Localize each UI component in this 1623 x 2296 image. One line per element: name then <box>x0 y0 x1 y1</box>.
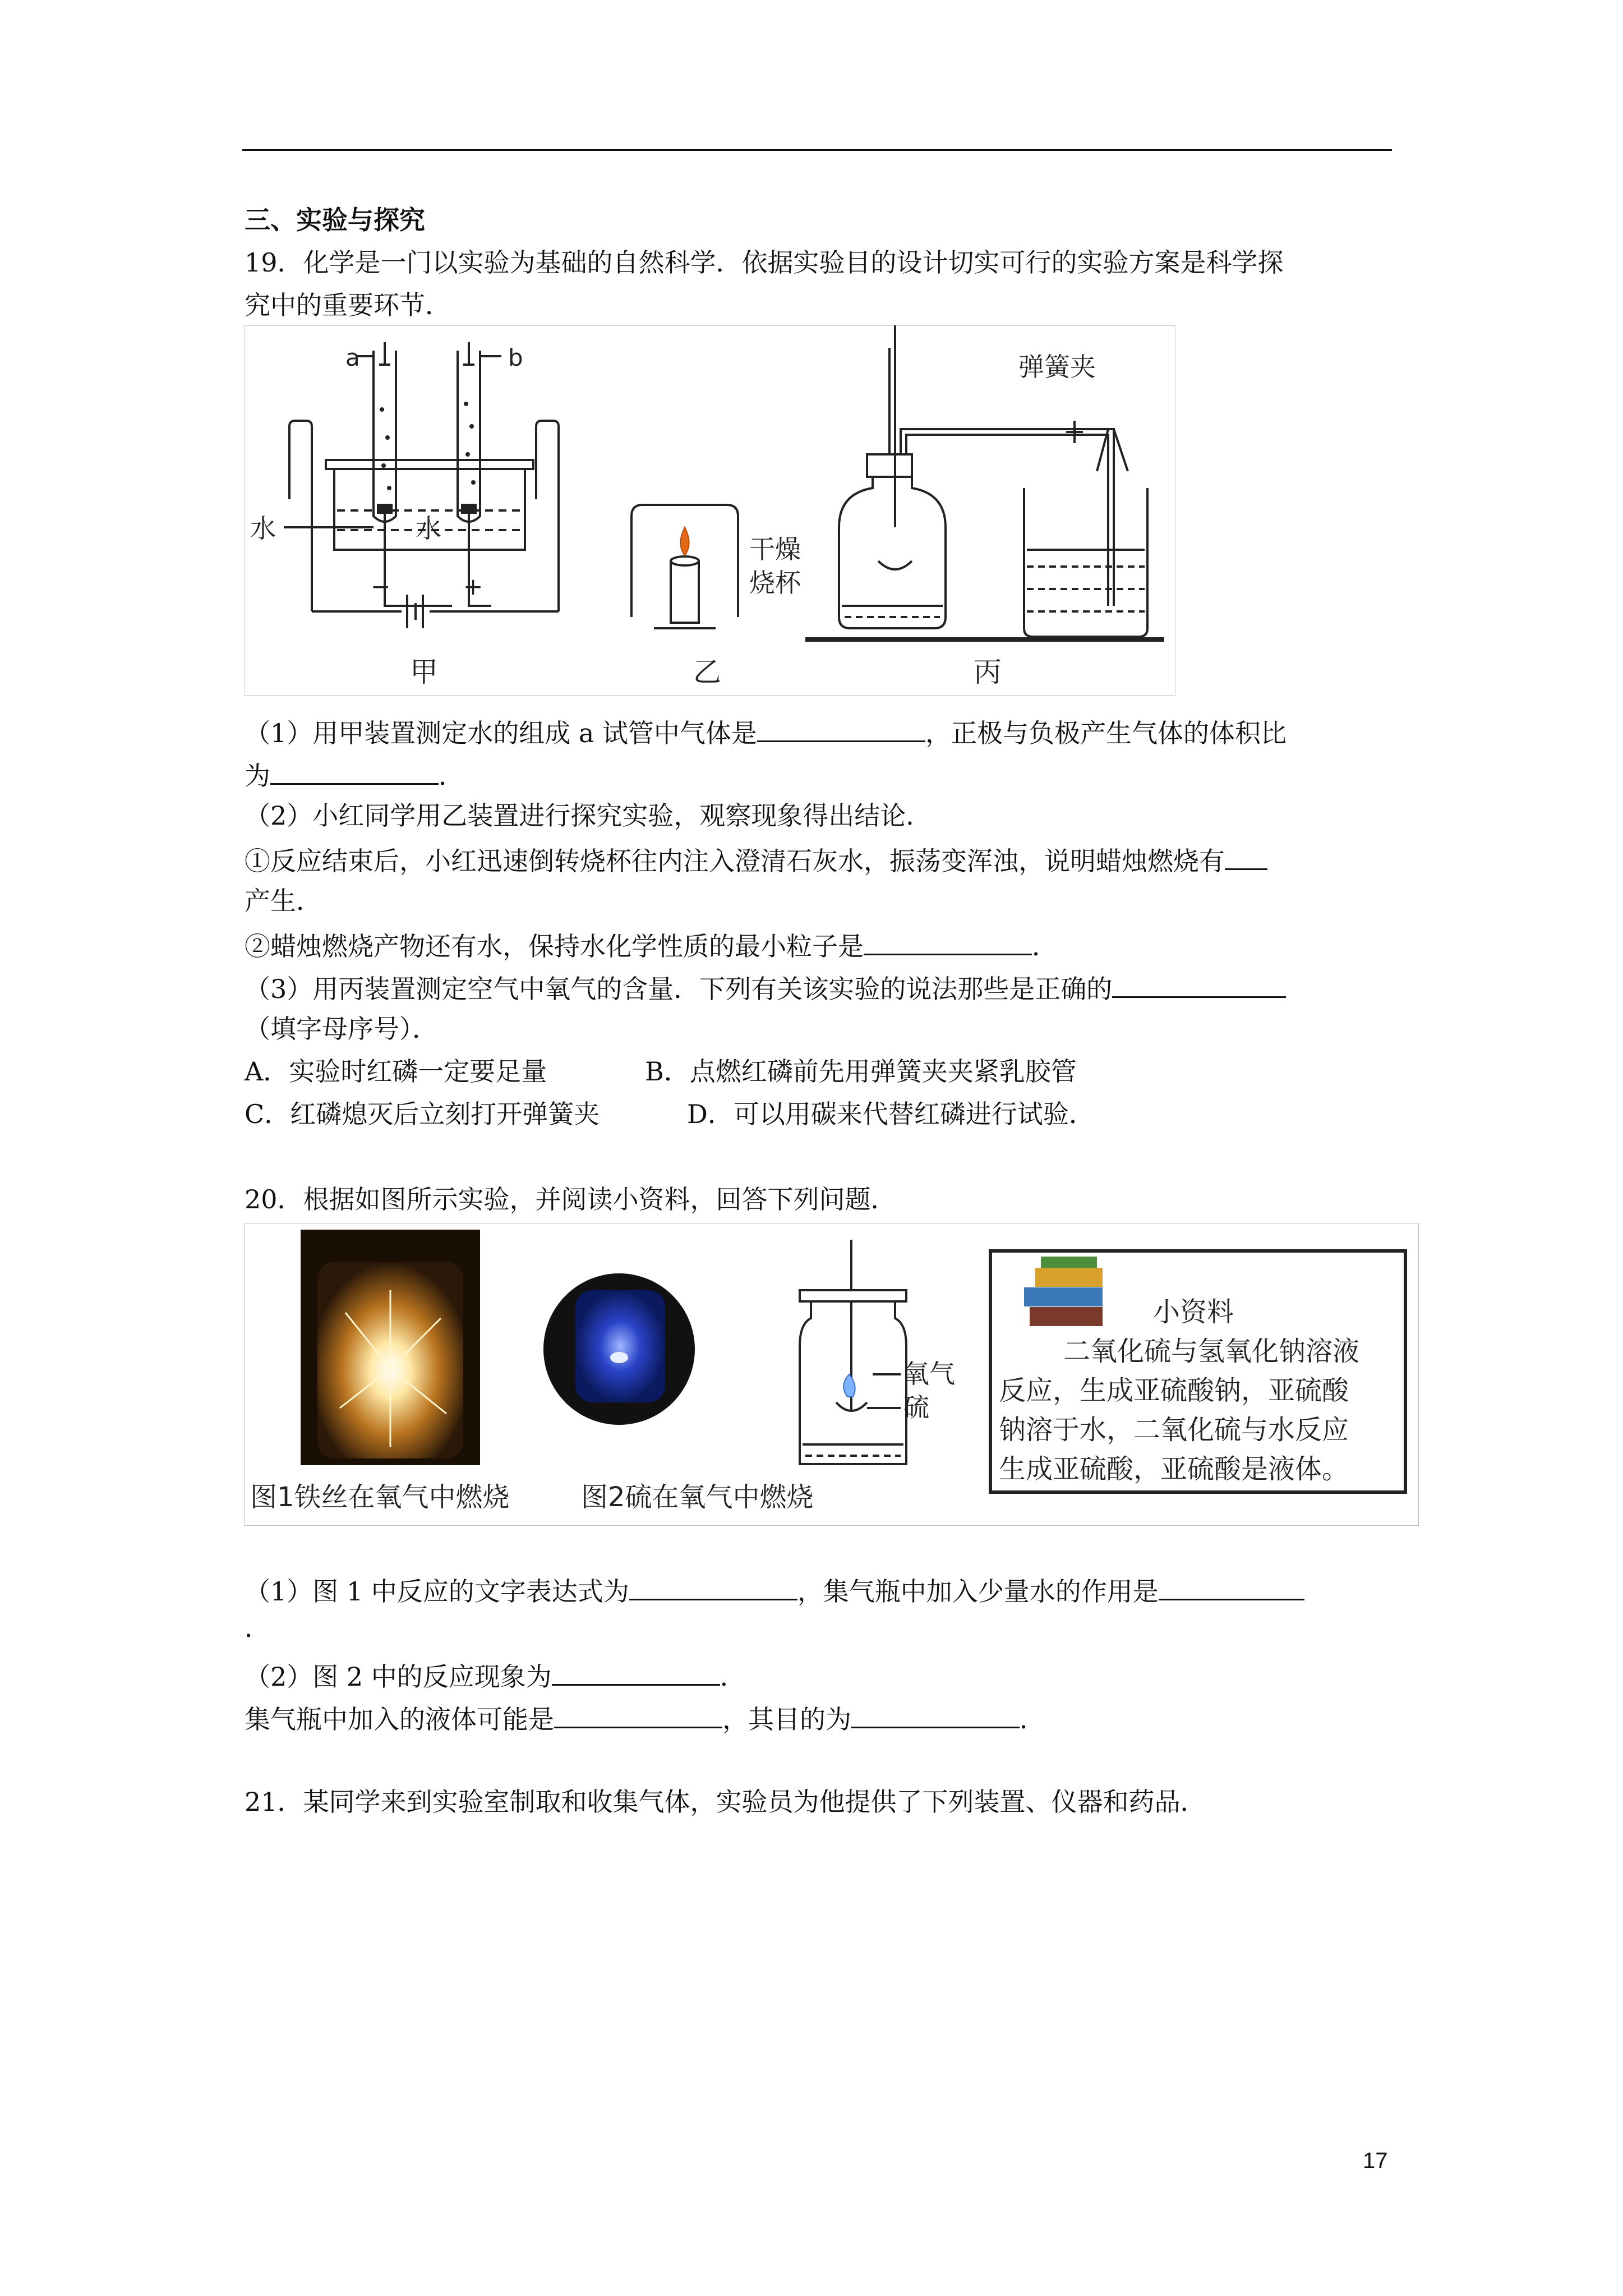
answer-blank-volume-ratio[interactable] <box>270 755 439 785</box>
label-water-left: 水 <box>250 513 276 544</box>
answer-blank-purpose[interactable] <box>851 1699 1020 1728</box>
label-jia: 甲 <box>410 656 438 688</box>
q19-part3-text: （3）用丙装置测定空气中氧气的含量．下列有关该实验的说法那些是正确的 <box>245 974 1113 1004</box>
q19-option-a: A．实验时红磷一定要足量 <box>245 1056 547 1087</box>
q19-option-c: C．红磷熄灭后立刻打开弹簧夹 <box>245 1099 600 1129</box>
info-line3: 钠溶于水，二氧化硫与水反应 <box>999 1414 1349 1446</box>
q19-part2-2 <box>245 926 1058 964</box>
q20-part2-end: ． <box>720 1662 746 1692</box>
q19-part2: （2）小红同学用乙装置进行探究实验，观察现象得出结论． <box>245 800 932 831</box>
label-a: a <box>345 344 360 371</box>
info-line1: 二氧化硫与氢氧化钠溶液 <box>1063 1336 1360 1367</box>
q19-intro-line2: 究中的重要环节． <box>245 290 451 320</box>
label-water-inner: 水 <box>416 513 441 544</box>
q20-part1-text-a: （1）图 1 中反应的文字表达式为 <box>245 1576 629 1607</box>
page-number: 17 <box>1363 2148 1388 2173</box>
label-sulfur: 硫 <box>903 1392 929 1423</box>
info-title: 小资料 <box>1153 1296 1234 1328</box>
label-plus: + <box>463 573 483 600</box>
answer-blank-phenomenon[interactable] <box>552 1656 720 1686</box>
info-line2: 反应，生成亚硫酸钠，亚硫酸 <box>999 1375 1349 1406</box>
q19-part3-line1 <box>245 968 1286 1007</box>
q20-figure <box>245 1223 1419 1526</box>
header-rule <box>242 149 1392 151</box>
q21-intro: 21．某同学来到实验室制取和收集气体，实验员为他提供了下列装置、仪器和药品． <box>245 1787 1206 1817</box>
label-bing: 丙 <box>974 656 1002 688</box>
q20-part3-text-b: ，其目的为 <box>722 1704 851 1734</box>
label-dry-1: 干燥 <box>749 534 801 564</box>
q20-part3-end: ． <box>1020 1704 1045 1734</box>
answer-blank-water-particle[interactable] <box>864 926 1032 955</box>
q19-part2-2-end: ． <box>1032 931 1058 961</box>
q20-part1-line1 <box>245 1571 1304 1609</box>
label-dry-2: 烧杯 <box>749 568 801 598</box>
q19-part2-2-text: ②蜡烛燃烧产物还有水，保持水化学性质的最小粒子是 <box>245 931 864 961</box>
q19-figure <box>245 325 1175 696</box>
q19-part1-text-a: （1）用甲装置测定水的组成 a 试管中气体是 <box>245 718 757 748</box>
q20-part1-line2: ． <box>245 1613 270 1643</box>
q19-part1-line2 <box>245 755 464 794</box>
q19-part3-line2: （填字母序号）． <box>245 1014 438 1044</box>
q19-intro-line1: 19．化学是一门以实验为基础的自然科学．依据实验目的设计切实可行的实验方案是科学探 <box>245 247 1284 278</box>
section-title: 三、实验与探究 <box>245 205 425 235</box>
answer-blank-water-purpose[interactable] <box>1159 1571 1304 1600</box>
q19-option-d: D．可以用碳来代替红磷进行试验． <box>687 1099 1095 1129</box>
label-oxygen: 氧气 <box>903 1359 955 1389</box>
answer-blank-a-gas[interactable] <box>757 712 925 742</box>
q20-part2 <box>245 1656 746 1695</box>
q20-intro: 20．根据如图所示实验，并阅读小资料，回答下列问题． <box>245 1184 897 1214</box>
q20-part1-text-b: ，集气瓶中加入少量水的作用是 <box>797 1576 1159 1607</box>
q20-part2-text: （2）图 2 中的反应现象为 <box>245 1662 552 1692</box>
answer-blank-liquid[interactable] <box>554 1699 722 1728</box>
caption-fig1: 图1铁丝在氧气中燃烧 <box>250 1481 510 1513</box>
q19-part1-text-c: 为 <box>245 761 270 791</box>
answer-blank-correct-options[interactable] <box>1112 968 1286 998</box>
caption-fig2: 图2硫在氧气中燃烧 <box>581 1481 814 1513</box>
q19-option-b: B．点燃红磷前先用弹簧夹夹紧乳胶管 <box>645 1056 1077 1087</box>
q19-part2-1-text: ①反应结束后，小红迅速倒转烧杯往内注入澄清石灰水，振荡变浑浊，说明蜡烛燃烧有 <box>245 846 1225 876</box>
label-yi: 乙 <box>693 656 721 688</box>
q19-part2-1-line1 <box>245 840 1267 879</box>
q19-part1-line1 <box>245 712 1287 751</box>
label-minus: − <box>371 573 391 600</box>
answer-blank-word-equation[interactable] <box>629 1571 797 1600</box>
label-clip: 弹簧夹 <box>1018 352 1096 382</box>
answer-blank-co2[interactable] <box>1225 840 1267 870</box>
q19-part2-1-line2: 产生． <box>245 886 322 916</box>
label-b: b <box>508 344 523 371</box>
q19-part1-text-b: ，正极与负极产生气体的体积比 <box>925 718 1287 748</box>
q19-part1-text-d: ． <box>439 761 464 791</box>
q20-part3-text-a: 集气瓶中加入的液体可能是 <box>245 1704 554 1734</box>
info-line4: 生成亚硫酸，亚硫酸是液体。 <box>999 1453 1349 1485</box>
q20-part3 <box>245 1699 1045 1737</box>
